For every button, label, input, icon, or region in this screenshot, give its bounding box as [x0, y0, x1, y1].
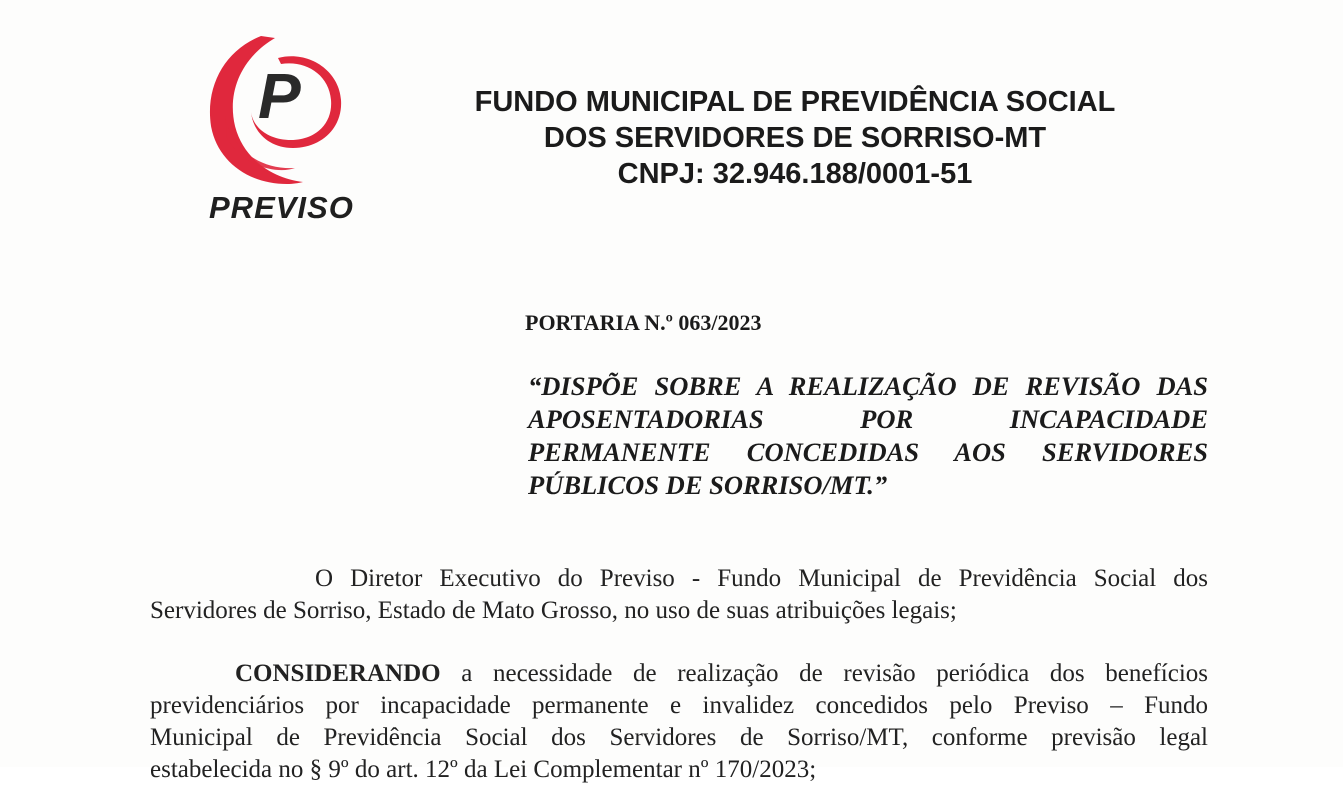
- header-line-1: FUNDO MUNICIPAL DE PREVIDÊNCIA SOCIAL: [474, 86, 1116, 118]
- ementa-block: [528, 370, 1208, 502]
- logo-letter: P: [258, 60, 301, 132]
- ementa-line-1: “DISPÕE SOBRE A REALIZAÇÃO DE REVISÃO DAS: [528, 371, 1208, 401]
- ementa-line-3: PERMANENTE CONCEDIDAS AOS SERVIDORES: [528, 437, 1208, 467]
- considerando-line-4: estabelecida no § 9º do art. 12º da Lei Complementar nº 170/2023;: [150, 756, 817, 783]
- previso-emblem-icon: [203, 28, 373, 193]
- considerando-line-3: Municipal de Previdência Social dos Servidores de Sorriso/MT, conforme previsão legal: [150, 724, 1208, 751]
- header-line-2: DOS SERVIDORES DE SORRISO-MT: [543, 122, 1047, 154]
- institution-header: [400, 84, 1190, 192]
- logo-name: PREVISO: [209, 190, 354, 225]
- header-cnpj: CNPJ: 32.946.188/0001-51: [617, 158, 973, 190]
- ementa-line-4: PÚBLICOS DE SORRISO/MT.”: [528, 470, 888, 500]
- portaria-title: PORTARIA N.º 063/2023: [525, 310, 762, 335]
- considerando-line-1: [150, 658, 1208, 690]
- considerando-paragraph: [150, 658, 1208, 786]
- considerando-line-1-text: a necessidade de realização de revisão periódica dos benefícios: [440, 660, 1208, 687]
- ementa-line-2: APOSENTADORIAS POR INCAPACIDADE: [528, 404, 1208, 434]
- intro-paragraph: [150, 563, 1208, 627]
- considerando-line-2: previdenciários por incapacidade permanente e invalidez concedidos pelo Previso – Fundo: [150, 692, 1208, 719]
- previso-logo: [203, 28, 373, 233]
- considerando-keyword: CONSIDERANDO: [235, 660, 441, 687]
- intro-line-2: Servidores de Sorriso, Estado de Mato Grosso, no uso de suas atribuições legais;: [150, 597, 957, 624]
- intro-line-1: O Diretor Executivo do Previso - Fundo Municipal de Previdência Social dos: [315, 565, 1208, 592]
